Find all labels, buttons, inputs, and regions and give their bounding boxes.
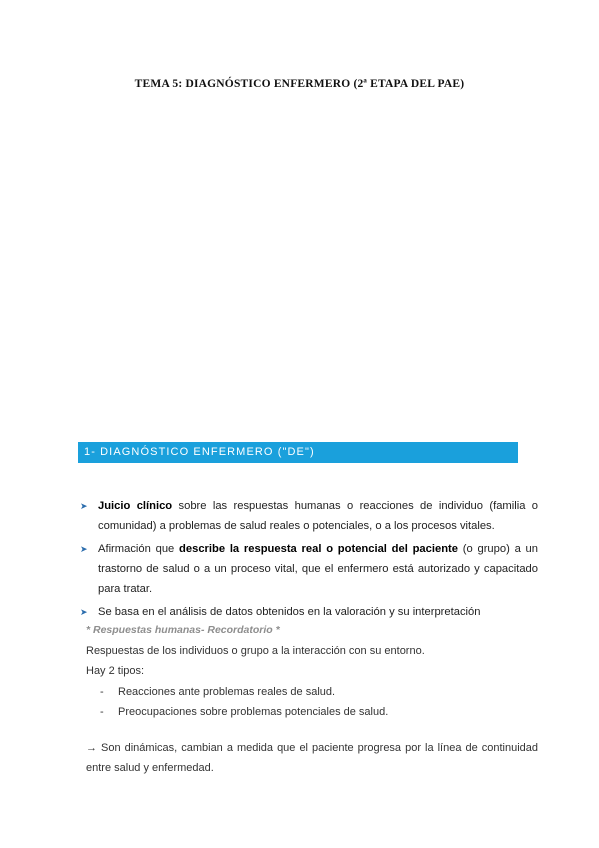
recordatorio-note: * Respuestas humanas- Recordatorio *	[86, 624, 280, 636]
bullet-bold: Juicio clínico	[98, 500, 173, 512]
bullet-item-afirmacion	[80, 539, 538, 599]
bullet-text: (o grupo) a un trastorno de salud o a un proceso vital, que el enfermero está autorizado y capacitado para tratar.	[98, 543, 539, 595]
dash-marker: -	[100, 706, 104, 718]
arrow-bullet-icon: ➤	[80, 544, 88, 554]
final-paragraph: → Son dinámicas, cambian a medida que el paciente progresa por la línea de continuidad entre salud y enfermedad.	[86, 742, 538, 774]
bullet-pre: Afirmación que	[98, 543, 180, 555]
tipo-text: Preocupaciones sobre problemas potenciales de salud.	[118, 706, 389, 718]
dash-marker: -	[100, 686, 104, 698]
tipo-item	[100, 686, 335, 698]
tipo-item	[100, 706, 388, 718]
document-title: TEMA 5: DIAGNÓSTICO ENFERMERO (2ª ETAPA DEL PAE)	[134, 78, 465, 90]
respuestas-definition: Respuestas de los individuos o grupo a la interacción con su entorno.	[86, 645, 425, 657]
bullet-bold: describe la respuesta real o potencial del paciente	[179, 543, 458, 555]
tipo-text: Reacciones ante problemas reales de salud.	[118, 686, 336, 698]
bullet-text: Se basa en el análisis de datos obtenidos en la valoración y su interpretación	[98, 606, 481, 618]
section-header: 1- DIAGNÓSTICO ENFERMERO ("DE")	[78, 442, 518, 463]
bullet-item-juicio	[80, 496, 538, 536]
bullet-text: sobre las respuestas humanas o reacciones de individuo (familia o comunidad) a problemas de salud reales o potenciales, o a los procesos vitales.	[98, 500, 539, 532]
tipos-intro: Hay 2 tipos:	[86, 665, 145, 677]
bullet-item-basa	[80, 602, 538, 622]
bullet-list	[80, 496, 538, 625]
arrow-bullet-icon: ➤	[80, 501, 88, 511]
arrow-bullet-icon: ➤	[80, 607, 88, 617]
